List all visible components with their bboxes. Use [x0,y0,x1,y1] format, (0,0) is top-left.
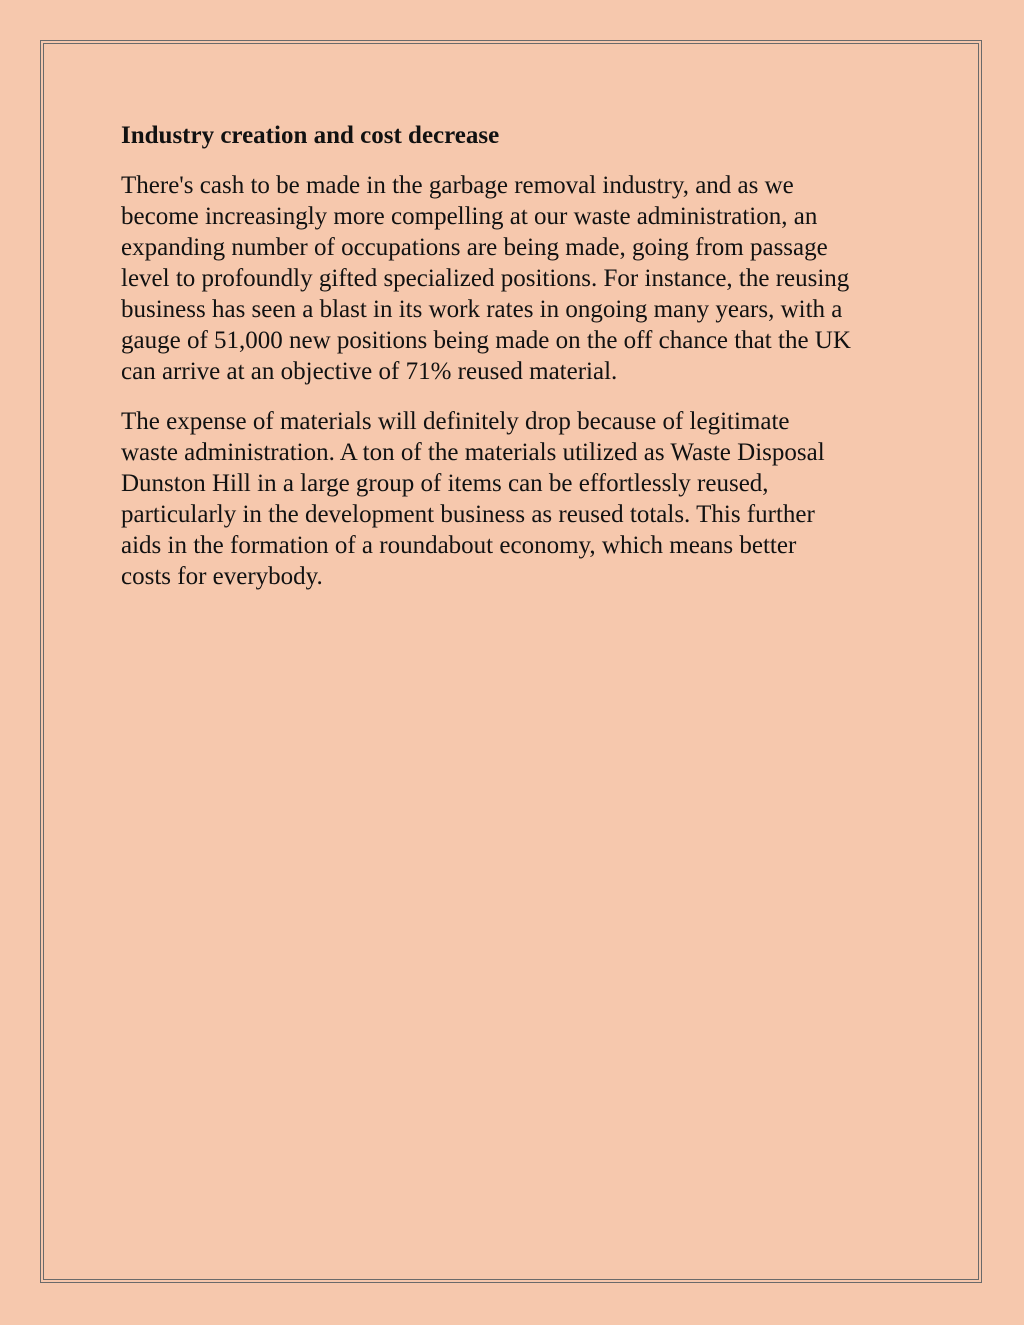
paragraph-industry-creation: There's cash to be made in the garbage removal industry, and as we become increasingly more compelling at our waste administration, an expanding number of occupations are being made, going from passage level to profoundly gifted specialized positions. For instance, the reusing business has seen a blast in its work rates in ongoing many years, with a gauge of 51,000 new positions being made on the off chance that the UK can arrive at an objective of 71% reused material. [121,172,851,385]
section-heading: Industry creation and cost decrease [121,122,500,149]
paragraph-cost-decrease: The expense of materials will definitely drop because of legitimate waste administration. A ton of the materials utilized as Waste Disposal Dunston Hill in a large group of items can be effortlessly reused, particularly in the development business as reused totals. This further aids in the formation of a roundabout economy, which means better costs for everybody. [121,408,825,590]
document-body [121,120,921,611]
